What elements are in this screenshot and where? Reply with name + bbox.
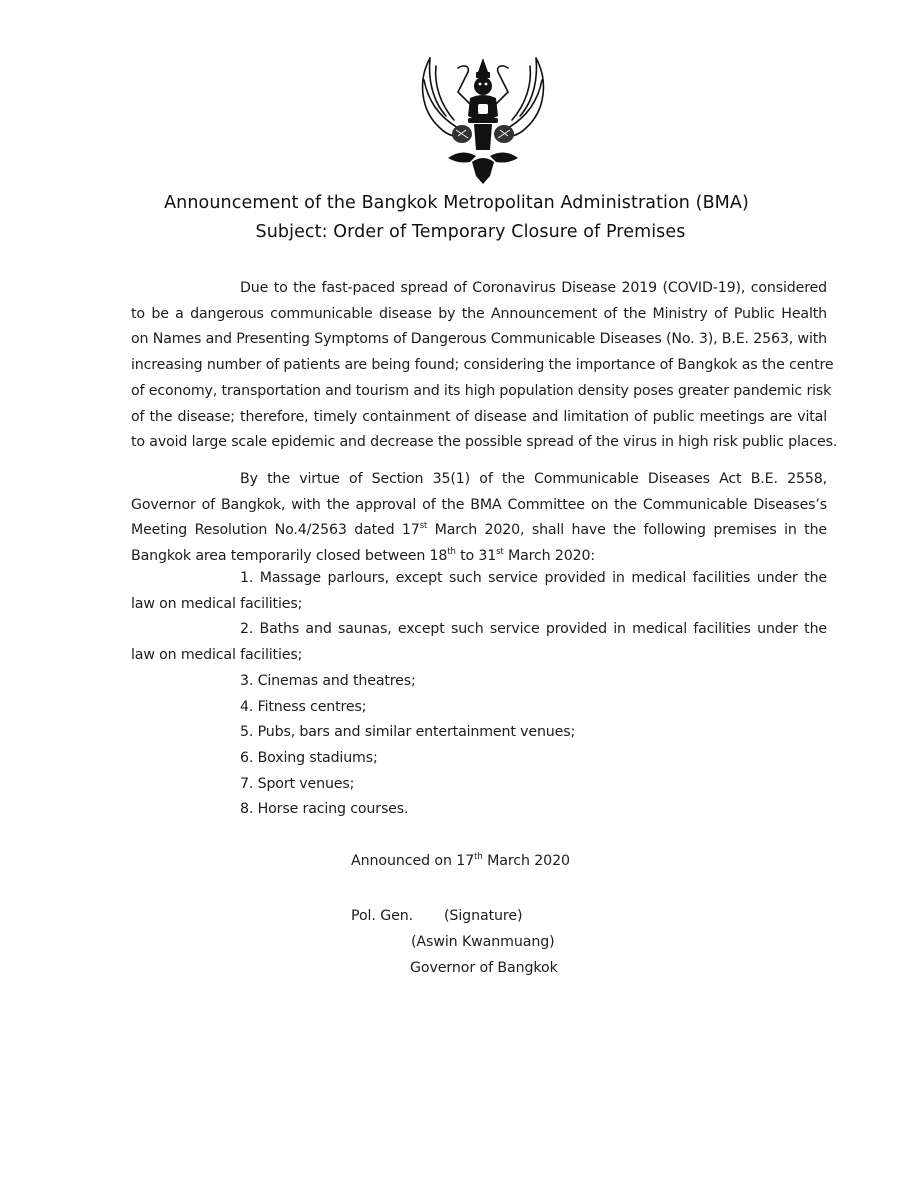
list-item: 5. Pubs, bars and similar entertainment venues; <box>240 724 576 741</box>
list-item: 3. Cinemas and theatres; <box>240 672 416 689</box>
signatory-rank: Pol. Gen. <box>351 908 414 924</box>
paragraph-line: Due to the fast-paced spread of Coronavirus Disease 2019 (COVID-19), considered <box>240 280 827 296</box>
garuda-emblem-icon <box>418 50 548 190</box>
paragraph-line: By the virtue of Section 35(1) of the Communicable Diseases Act B.E. 2558, <box>240 471 827 487</box>
list-item <box>131 566 827 617</box>
ordinal-suffix: th <box>447 547 456 558</box>
list-item: 7. Sport venues; <box>240 775 355 792</box>
signatory-position: Governor of Bangkok <box>410 960 558 976</box>
announcement-title: Announcement of the Bangkok Metropolitan Administration (BMA) <box>164 193 749 213</box>
text-segment: Meeting Resolution No.4/2563 dated 17 <box>131 522 420 539</box>
paragraph-line: of economy, transportation and tourism and its high population density poses greater pandemic risk <box>131 382 832 399</box>
paragraph-line: Governor of Bangkok, with the approval of the BMA Committee on the Communicable Diseases’s <box>131 496 827 513</box>
paragraph-line <box>131 518 827 544</box>
list-item: 8. Horse racing courses. <box>240 801 409 818</box>
list-item: 6. Boxing stadiums; <box>240 749 378 766</box>
ordinal-suffix: st <box>496 547 504 558</box>
list-item-line: law on medical facilities; <box>131 647 303 664</box>
ordinal-suffix: st <box>419 521 428 532</box>
text-segment: March 2020 <box>482 853 570 869</box>
ordinal-suffix: th <box>474 852 483 862</box>
text-segment: March 2020: <box>503 548 595 565</box>
paragraph-line: to be a dangerous communicable disease by the Announcement of the Ministry of Public Health <box>131 305 827 322</box>
list-item-line: 2. Baths and saunas, except such service provided in medical facilities under the <box>240 621 827 638</box>
list-item <box>131 617 827 668</box>
closure-list <box>131 566 827 823</box>
text-segment: Announced on 17 <box>351 853 475 869</box>
text-segment: Bangkok area temporarily closed between 18 <box>131 548 448 565</box>
list-item-line: 1. Massage parlours, except such service provided in medical facilities under the <box>240 570 827 586</box>
paragraph-legal-basis <box>131 467 827 570</box>
announcement-subject: Subject: Order of Temporary Closure of Premises <box>255 222 686 242</box>
paragraph-line: of the disease; therefore, timely containment of disease and limitation of public meetings are vital <box>131 408 827 425</box>
list-item: 4. Fitness centres; <box>240 698 367 715</box>
text-segment: to 31 <box>455 548 497 565</box>
signature-placeholder: (Signature) <box>444 908 523 924</box>
paragraph-line: to avoid large scale epidemic and decrease the possible spread of the virus in high risk public places. <box>131 434 838 451</box>
paragraph-line: on Names and Presenting Symptoms of Dangerous Communicable Diseases (No. 3), B.E. 2563, with <box>131 331 828 348</box>
paragraph-background <box>131 276 838 456</box>
announcement-date <box>351 853 570 869</box>
paragraph-line: increasing number of patients are being found; considering the importance of Bangkok as the centre <box>131 357 834 374</box>
list-item-line: law on medical facilities; <box>131 595 303 612</box>
signatory-name: (Aswin Kwanmuang) <box>411 934 555 950</box>
text-segment: March 2020, shall have the following premises in the <box>427 522 827 539</box>
